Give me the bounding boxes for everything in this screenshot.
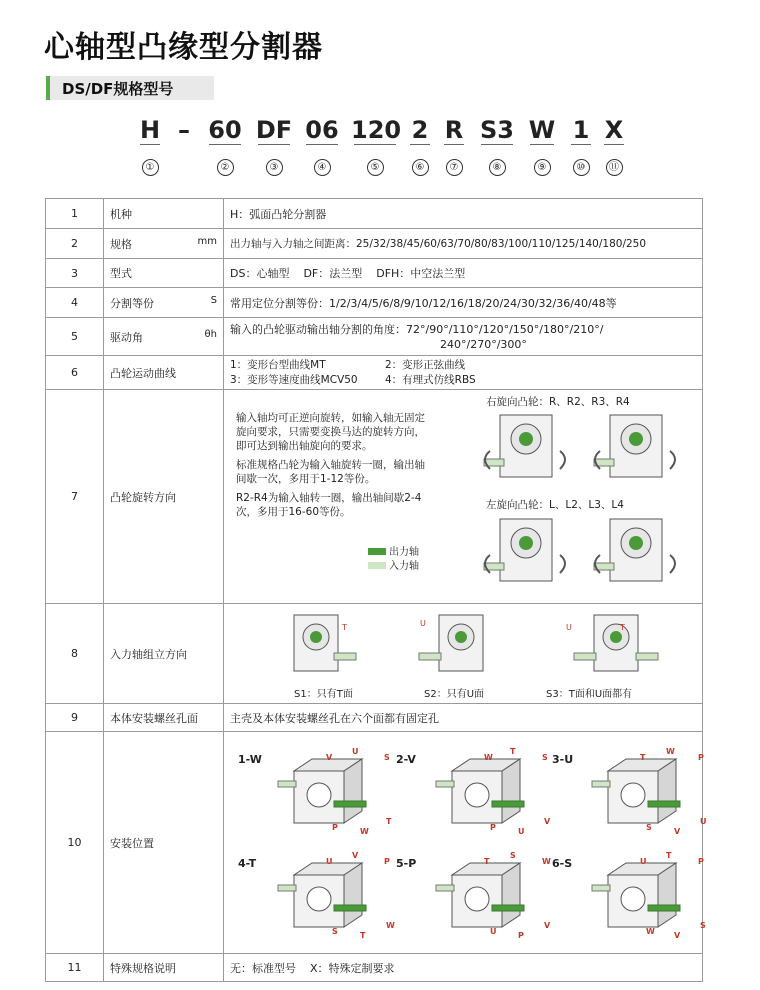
row-number: 6 bbox=[46, 356, 104, 390]
legend-input-shaft: 入力轴 bbox=[368, 557, 419, 572]
face-label-t: T bbox=[342, 622, 347, 632]
code-segment-9: W ⑨ bbox=[528, 116, 556, 176]
face-label-w: W bbox=[646, 926, 655, 936]
row-name: 特殊规格说明 bbox=[104, 954, 224, 982]
code-segment-6: 2 ⑥ bbox=[408, 116, 432, 176]
face-label-u: U bbox=[352, 746, 359, 756]
legend-output-shaft: 出力轴 bbox=[368, 543, 419, 558]
mount-diagram-4-t bbox=[238, 850, 395, 947]
face-label-u: U bbox=[490, 926, 497, 936]
input-shaft-diagrams bbox=[274, 613, 694, 675]
face-label-w: W bbox=[542, 856, 551, 866]
code-segment-8: S3 ⑧ bbox=[478, 116, 516, 176]
code-segment-4: 06 ④ bbox=[303, 116, 341, 176]
code-segment-5: 120 ⑤ bbox=[351, 116, 399, 176]
table-row-8 bbox=[46, 604, 703, 704]
row-number: 3 bbox=[46, 259, 104, 288]
code-segment-2: 60 ② bbox=[206, 116, 244, 176]
row-name: 本体安装螺丝孔面 bbox=[104, 704, 224, 732]
face-label-p: P bbox=[490, 822, 496, 832]
row-name: 凸轮运动曲线 bbox=[104, 356, 224, 390]
code-dash: – bbox=[178, 116, 190, 144]
page-title: 心轴型凸缘型分割器 bbox=[44, 30, 323, 65]
mount-label: 2-V bbox=[396, 752, 416, 766]
indexer-box-drawing bbox=[432, 855, 542, 945]
assembly-diagram-s2 bbox=[419, 615, 483, 671]
mount-diagram-1-w bbox=[238, 746, 392, 843]
face-label-u: U bbox=[566, 622, 572, 632]
subtitle: DS/DF规格型号 bbox=[62, 80, 174, 98]
face-label-s: S bbox=[332, 926, 338, 936]
face-label-t: T bbox=[386, 816, 392, 826]
face-label-w: W bbox=[360, 826, 369, 836]
row-content: 主壳及本体安装螺丝孔在六个面都有固定孔 bbox=[224, 704, 703, 732]
face-label-s: S bbox=[542, 752, 548, 762]
mount-diagram-3-u bbox=[552, 746, 707, 843]
row-number: 9 bbox=[46, 704, 104, 732]
mount-diagram-5-p bbox=[396, 850, 551, 947]
face-label-t: T bbox=[666, 850, 672, 860]
face-label-w: W bbox=[484, 752, 493, 762]
row-content: H：弧面凸轮分割器 bbox=[224, 199, 703, 229]
face-label-s: S bbox=[510, 850, 516, 860]
face-label-p: P bbox=[698, 752, 704, 762]
code-segment-3: DF ③ bbox=[255, 116, 293, 176]
face-label-v: V bbox=[544, 920, 551, 930]
option-s2-caption: S2：只有U面 bbox=[424, 688, 485, 700]
indexer-diagram-r2 bbox=[594, 415, 675, 477]
row-name: 入力轴组立方向 bbox=[104, 604, 224, 704]
table-row-4 bbox=[46, 288, 703, 318]
mount-label: 4-T bbox=[238, 856, 257, 870]
subtitle-bar bbox=[46, 76, 214, 100]
face-label-p: P bbox=[698, 856, 704, 866]
row-number: 4 bbox=[46, 288, 104, 318]
row-name: 驱动角 θh bbox=[104, 318, 224, 356]
face-label-v: V bbox=[326, 752, 333, 762]
rotation-notes: 输入轴均可正逆向旋转，如输入轴无固定旋向要求，只需要变换马达的旋转方向，即可达到输出轴旋向的要求。 标准规格凸轮为输入轴旋转一圈，输出轴间歇一次，多用于1-12等份。 R2-R4为输入轴转一圈，输出轴间歇2-4次，多用于16-60等份。 bbox=[236, 411, 425, 518]
table-row-10 bbox=[46, 732, 703, 954]
face-label-w: W bbox=[386, 920, 395, 930]
face-label-s: S bbox=[700, 920, 706, 930]
code-segment-11: X ⑪ bbox=[602, 116, 626, 176]
row-content bbox=[224, 390, 703, 604]
indexer-box-drawing bbox=[588, 751, 698, 841]
model-code-row bbox=[0, 116, 760, 186]
mounting-diagrams bbox=[224, 733, 707, 953]
row-number: 7 bbox=[46, 390, 104, 604]
table-row-1 bbox=[46, 199, 703, 229]
face-label-p: P bbox=[332, 822, 338, 832]
mount-label: 3-U bbox=[552, 752, 574, 766]
code-segment-10: 1 ⑩ bbox=[569, 116, 593, 176]
right-hand-cam-label: 右旋向凸轮：R、R2、R3、R4 bbox=[486, 395, 630, 408]
indexer-diagram-l1 bbox=[484, 519, 565, 581]
face-label-u: U bbox=[518, 826, 525, 836]
face-label-s: S bbox=[646, 822, 652, 832]
indexer-diagram-r1 bbox=[484, 415, 565, 477]
row-content bbox=[224, 604, 703, 704]
row-content: 1：变形台型曲线MT 2：变形正弦曲线 3：变形等速度曲线MCV50 4：有理式仿线RBS bbox=[224, 356, 703, 390]
row-name: 规格 mm bbox=[104, 229, 224, 259]
row-number: 10 bbox=[46, 732, 104, 954]
row-number: 11 bbox=[46, 954, 104, 982]
face-label-u: U bbox=[640, 856, 647, 866]
mount-diagram-6-s bbox=[552, 850, 706, 947]
code-segment-1: H ① bbox=[138, 116, 162, 176]
face-label-u: U bbox=[420, 618, 426, 628]
row-content: 无：标准型号 X：特殊定制要求 bbox=[224, 954, 703, 982]
face-label-p: P bbox=[518, 930, 524, 940]
row-name: 机种 bbox=[104, 199, 224, 229]
row-name: 凸轮旋转方向 bbox=[104, 390, 224, 604]
option-s3-caption: S3：T面和U面都有 bbox=[546, 688, 633, 700]
face-label-t: T bbox=[360, 930, 366, 940]
unit-label: mm bbox=[197, 235, 217, 247]
row-content: 出力轴与入力轴之间距离：25/32/38/45/60/63/70/80/83/100/110/125/140/180/250 bbox=[224, 229, 703, 259]
row-number: 1 bbox=[46, 199, 104, 229]
indexer-box-drawing bbox=[274, 855, 384, 945]
option-s1-caption: S1：只有T面 bbox=[294, 688, 353, 700]
table-row-6 bbox=[46, 356, 703, 390]
table-row-7 bbox=[46, 390, 703, 604]
spec-table bbox=[45, 198, 707, 982]
table-row-2 bbox=[46, 229, 703, 259]
left-hand-cam-label: 左旋向凸轮：L、L2、L3、L4 bbox=[486, 498, 624, 511]
table-row-9 bbox=[46, 704, 703, 732]
row-name: 型式 bbox=[104, 259, 224, 288]
row-number: 8 bbox=[46, 604, 104, 704]
table-row-5 bbox=[46, 318, 703, 356]
row-number: 5 bbox=[46, 318, 104, 356]
row-content: 输入的凸轮驱动输出轴分割的角度：72°/90°/110°/120°/150°/180°/210°/ 240°/270°/300° bbox=[224, 318, 703, 356]
face-label-t: T bbox=[640, 752, 646, 762]
face-label-v: V bbox=[674, 930, 681, 940]
mount-label: 1-W bbox=[238, 752, 262, 766]
indexer-diagram-l2 bbox=[594, 519, 675, 581]
indexer-box-drawing bbox=[432, 751, 542, 841]
face-label-v: V bbox=[544, 816, 551, 826]
face-label-t: T bbox=[484, 856, 490, 866]
code-segment-7: R ⑦ bbox=[442, 116, 466, 176]
row-name: 安装位置 bbox=[104, 732, 224, 954]
table-row-11 bbox=[46, 954, 703, 982]
row-content: 常用定位分割等份：1/2/3/4/5/6/8/9/10/12/16/18/20/24/30/32/36/40/48等 bbox=[224, 288, 703, 318]
row-content: DS：心轴型 DF：法兰型 DFH：中空法兰型 bbox=[224, 259, 703, 288]
face-label-u: U bbox=[326, 856, 333, 866]
row-name: 分割等份 S bbox=[104, 288, 224, 318]
mount-label: 6-S bbox=[552, 856, 573, 870]
face-label-w: W bbox=[666, 746, 675, 756]
row-number: 2 bbox=[46, 229, 104, 259]
assembly-diagram-s3 bbox=[574, 615, 658, 671]
table-row-3 bbox=[46, 259, 703, 288]
face-label-v: V bbox=[352, 850, 359, 860]
rotation-diagrams bbox=[482, 407, 682, 597]
unit-label: S bbox=[210, 294, 217, 306]
face-label-v: V bbox=[674, 826, 681, 836]
face-label-t: T bbox=[620, 622, 625, 632]
face-label-p: P bbox=[384, 856, 390, 866]
unit-label: θh bbox=[204, 328, 217, 340]
mount-label: 5-P bbox=[396, 856, 417, 870]
mount-diagram-2-v bbox=[396, 746, 551, 843]
indexer-box-drawing bbox=[588, 855, 698, 945]
face-label-t: T bbox=[510, 746, 516, 756]
row-content bbox=[224, 732, 707, 954]
face-label-u: U bbox=[700, 816, 707, 826]
face-label-s: S bbox=[384, 752, 390, 762]
